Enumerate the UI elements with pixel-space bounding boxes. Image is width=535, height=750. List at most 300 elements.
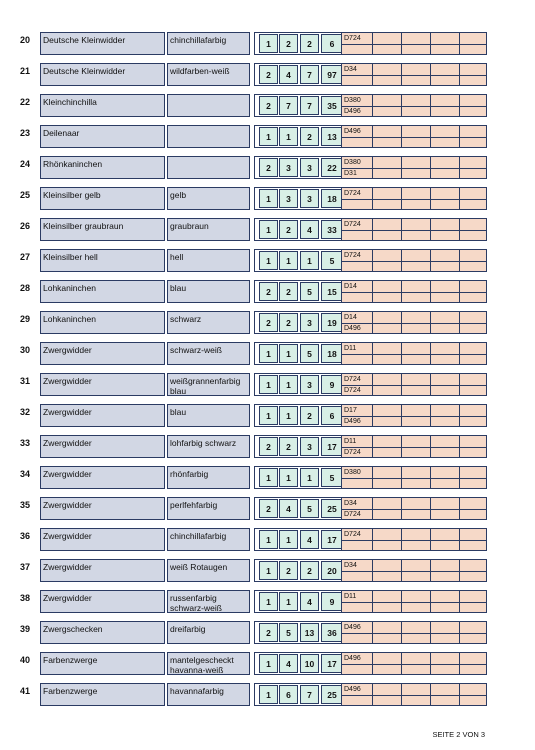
grid-line — [401, 312, 402, 333]
count-cell: 3 — [300, 158, 319, 177]
count-cell: 1 — [259, 127, 278, 146]
grid-line — [459, 157, 460, 178]
count-cell: 4 — [300, 530, 319, 549]
code-grid — [341, 218, 487, 241]
grid-line — [430, 622, 431, 643]
color-field: russenfarbig schwarz-weiß — [167, 590, 250, 613]
code-grid — [341, 342, 487, 365]
code-label: D724 — [344, 35, 361, 42]
count-cells — [254, 218, 348, 241]
grid-line — [401, 126, 402, 147]
grid-line — [401, 219, 402, 240]
color-field — [167, 125, 250, 148]
count-cell: 6 — [321, 406, 343, 425]
count-cell: 10 — [300, 654, 319, 673]
table-row — [10, 245, 490, 276]
code-grid — [341, 187, 487, 210]
grid-line — [430, 219, 431, 240]
grid-line — [459, 188, 460, 209]
grid-line — [459, 684, 460, 705]
color-field — [167, 94, 250, 117]
count-cell: 20 — [321, 561, 343, 580]
grid-line — [401, 374, 402, 395]
row-number: 33 — [20, 438, 31, 448]
grid-line — [401, 529, 402, 550]
table-row — [10, 524, 490, 555]
count-cell: 3 — [279, 189, 298, 208]
breed-field: Farbenzwerge — [40, 683, 165, 706]
count-cell: 1 — [279, 406, 298, 425]
count-cells — [254, 32, 348, 55]
grid-line — [372, 64, 373, 85]
grid-line — [401, 343, 402, 364]
grid-line — [459, 64, 460, 85]
count-cell: 4 — [300, 592, 319, 611]
count-cell: 2 — [300, 34, 319, 53]
grid-line — [430, 343, 431, 364]
code-grid — [341, 497, 487, 520]
count-cell: 9 — [321, 375, 343, 394]
grid-line — [401, 157, 402, 178]
grid-line — [372, 436, 373, 457]
count-cell: 1 — [259, 375, 278, 394]
code-label: D724 — [344, 190, 361, 197]
count-cell: 7 — [279, 96, 298, 115]
count-cells — [254, 528, 348, 551]
grid-line — [372, 467, 373, 488]
row-number: 29 — [20, 314, 31, 324]
row-number: 35 — [20, 500, 31, 510]
count-cell: 1 — [259, 189, 278, 208]
code-grid — [341, 435, 487, 458]
count-cell: 13 — [300, 623, 319, 642]
count-cell: 2 — [300, 406, 319, 425]
row-number: 23 — [20, 128, 31, 138]
grid-line — [430, 250, 431, 271]
breed-field: Lohkaninchen — [40, 311, 165, 334]
row-number: 37 — [20, 562, 31, 572]
grid-line — [401, 33, 402, 54]
code-grid — [341, 311, 487, 334]
count-cells — [254, 466, 348, 489]
code-grid — [341, 280, 487, 303]
code-label: D724 — [344, 531, 361, 538]
count-cells — [254, 125, 348, 148]
count-cell: 3 — [300, 375, 319, 394]
table-row — [10, 586, 490, 617]
count-cell: 3 — [300, 313, 319, 332]
count-cell: 7 — [300, 685, 319, 704]
table-row — [10, 90, 490, 121]
grid-line — [372, 250, 373, 271]
breed-field: Deutsche Kleinwidder — [40, 63, 165, 86]
count-cell: 33 — [321, 220, 343, 239]
code-label: D496 — [344, 108, 361, 115]
grid-line — [430, 529, 431, 550]
table-row — [10, 369, 490, 400]
code-grid — [341, 528, 487, 551]
grid-line — [372, 591, 373, 612]
row-number: 22 — [20, 97, 31, 107]
code-label: D17 — [344, 407, 357, 414]
grid-line — [430, 157, 431, 178]
grid-line — [342, 447, 486, 448]
count-cell: 17 — [321, 654, 343, 673]
code-label: D34 — [344, 562, 357, 569]
grid-line — [342, 168, 486, 169]
code-grid — [341, 652, 487, 675]
table-row — [10, 493, 490, 524]
breed-field: Kleinsilber gelb — [40, 187, 165, 210]
table-row — [10, 679, 490, 710]
color-field: schwarz — [167, 311, 250, 334]
breed-field: Zwergwidder — [40, 435, 165, 458]
code-grid — [341, 466, 487, 489]
color-field: hell — [167, 249, 250, 272]
code-label: D724 — [344, 252, 361, 259]
count-cell: 1 — [300, 468, 319, 487]
row-number: 20 — [20, 35, 31, 45]
grid-line — [459, 126, 460, 147]
count-cells — [254, 187, 348, 210]
color-field: wildfarben-weiß — [167, 63, 250, 86]
breed-field: Kleinchinchilla — [40, 94, 165, 117]
code-label: D496 — [344, 686, 361, 693]
count-cell: 2 — [259, 623, 278, 642]
color-field: perlfehfarbig — [167, 497, 250, 520]
color-field: chinchillafarbig — [167, 32, 250, 55]
breed-field: Lohkaninchen — [40, 280, 165, 303]
grid-line — [372, 560, 373, 581]
count-cell: 5 — [321, 251, 343, 270]
row-number: 30 — [20, 345, 31, 355]
count-cell: 1 — [259, 561, 278, 580]
grid-line — [342, 540, 486, 541]
code-label: D14 — [344, 283, 357, 290]
count-cell: 1 — [279, 375, 298, 394]
count-cell: 25 — [321, 685, 343, 704]
grid-line — [372, 126, 373, 147]
code-label: D380 — [344, 97, 361, 104]
count-cells — [254, 249, 348, 272]
table — [10, 28, 490, 710]
row-number: 32 — [20, 407, 31, 417]
grid-line — [459, 591, 460, 612]
code-grid — [341, 559, 487, 582]
table-row — [10, 431, 490, 462]
grid-line — [401, 653, 402, 674]
count-cell: 2 — [279, 313, 298, 332]
grid-line — [342, 44, 486, 45]
grid-line — [430, 312, 431, 333]
count-cell: 15 — [321, 282, 343, 301]
count-cell: 2 — [259, 499, 278, 518]
grid-line — [401, 95, 402, 116]
code-grid — [341, 373, 487, 396]
count-cell: 7 — [300, 96, 319, 115]
grid-line — [342, 571, 486, 572]
breed-field: Zwergwidder — [40, 404, 165, 427]
grid-line — [430, 653, 431, 674]
count-cells — [254, 342, 348, 365]
breed-field: Zwergwidder — [40, 466, 165, 489]
count-cell: 1 — [279, 530, 298, 549]
row-number: 40 — [20, 655, 31, 665]
count-cell: 1 — [279, 344, 298, 363]
count-cell: 1 — [259, 654, 278, 673]
count-cell: 1 — [300, 251, 319, 270]
count-cell: 2 — [259, 158, 278, 177]
count-cell: 1 — [259, 344, 278, 363]
row-number: 27 — [20, 252, 31, 262]
code-label: D724 — [344, 511, 361, 518]
grid-line — [430, 684, 431, 705]
grid-line — [401, 188, 402, 209]
grid-line — [430, 95, 431, 116]
table-row — [10, 400, 490, 431]
count-cells — [254, 311, 348, 334]
grid-line — [459, 529, 460, 550]
count-cell: 97 — [321, 65, 343, 84]
table-row — [10, 276, 490, 307]
count-cell: 3 — [279, 158, 298, 177]
count-cell: 22 — [321, 158, 343, 177]
grid-line — [430, 436, 431, 457]
count-cells — [254, 683, 348, 706]
grid-line — [401, 498, 402, 519]
color-field: graubraun — [167, 218, 250, 241]
code-label: D11 — [344, 438, 357, 445]
grid-line — [372, 33, 373, 54]
grid-line — [342, 509, 486, 510]
grid-line — [372, 343, 373, 364]
grid-line — [401, 467, 402, 488]
count-cell: 2 — [259, 65, 278, 84]
count-cells — [254, 404, 348, 427]
grid-line — [459, 219, 460, 240]
code-label: D724 — [344, 376, 361, 383]
grid-line — [342, 602, 486, 603]
count-cell: 1 — [259, 685, 278, 704]
grid-line — [430, 126, 431, 147]
count-cell: 4 — [279, 499, 298, 518]
grid-line — [372, 653, 373, 674]
grid-line — [342, 354, 486, 355]
count-cells — [254, 590, 348, 613]
grid-line — [459, 33, 460, 54]
count-cell: 5 — [321, 468, 343, 487]
row-number: 21 — [20, 66, 31, 76]
breed-field: Zwergschecken — [40, 621, 165, 644]
grid-line — [459, 250, 460, 271]
count-cell: 35 — [321, 96, 343, 115]
count-cell: 19 — [321, 313, 343, 332]
table-row — [10, 121, 490, 152]
count-cell: 6 — [321, 34, 343, 53]
table-row — [10, 462, 490, 493]
grid-line — [459, 560, 460, 581]
count-cell: 2 — [259, 313, 278, 332]
count-cell: 17 — [321, 437, 343, 456]
breed-field: Zwergwidder — [40, 342, 165, 365]
color-field: weißgrannenfarbig blau — [167, 373, 250, 396]
count-cell: 1 — [259, 251, 278, 270]
grid-line — [372, 529, 373, 550]
grid-line — [401, 250, 402, 271]
grid-line — [372, 281, 373, 302]
grid-line — [430, 405, 431, 426]
breed-field: Zwergwidder — [40, 528, 165, 551]
code-grid — [341, 125, 487, 148]
grid-line — [342, 106, 486, 107]
count-cell: 3 — [300, 189, 319, 208]
grid-line — [430, 591, 431, 612]
breed-field: Deutsche Kleinwidder — [40, 32, 165, 55]
code-label: D31 — [344, 170, 357, 177]
count-cell: 36 — [321, 623, 343, 642]
code-label: D34 — [344, 66, 357, 73]
color-field: weiß Rotaugen — [167, 559, 250, 582]
count-cell: 4 — [279, 65, 298, 84]
code-label: D724 — [344, 449, 361, 456]
code-grid — [341, 621, 487, 644]
count-cell: 2 — [259, 96, 278, 115]
code-label: D496 — [344, 128, 361, 135]
grid-line — [459, 653, 460, 674]
count-cells — [254, 559, 348, 582]
breed-field: Zwergwidder — [40, 559, 165, 582]
code-label: D496 — [344, 418, 361, 425]
code-label: D724 — [344, 387, 361, 394]
code-grid — [341, 156, 487, 179]
grid-line — [401, 436, 402, 457]
table-row — [10, 648, 490, 679]
breed-field: Farbenzwerge — [40, 652, 165, 675]
count-cell: 2 — [259, 437, 278, 456]
grid-line — [372, 405, 373, 426]
count-cells — [254, 63, 348, 86]
code-label: D14 — [344, 314, 357, 321]
table-row — [10, 183, 490, 214]
row-number: 28 — [20, 283, 31, 293]
grid-line — [372, 622, 373, 643]
row-number: 25 — [20, 190, 31, 200]
row-number: 39 — [20, 624, 31, 634]
color-field: blau — [167, 280, 250, 303]
count-cell: 7 — [300, 65, 319, 84]
grid-line — [430, 188, 431, 209]
grid-line — [401, 281, 402, 302]
color-field: gelb — [167, 187, 250, 210]
grid-line — [459, 374, 460, 395]
grid-line — [401, 64, 402, 85]
count-cell: 2 — [279, 561, 298, 580]
code-label: D34 — [344, 500, 357, 507]
code-grid — [341, 94, 487, 117]
color-field: chinchillafarbig — [167, 528, 250, 551]
grid-line — [401, 591, 402, 612]
color-field — [167, 156, 250, 179]
grid-line — [459, 436, 460, 457]
grid-line — [342, 199, 486, 200]
grid-line — [342, 664, 486, 665]
grid-line — [459, 467, 460, 488]
count-cell: 2 — [279, 282, 298, 301]
code-label: D496 — [344, 655, 361, 662]
grid-line — [342, 292, 486, 293]
breed-field: Rhönkaninchen — [40, 156, 165, 179]
count-cells — [254, 435, 348, 458]
grid-line — [342, 137, 486, 138]
grid-line — [401, 622, 402, 643]
table-row — [10, 59, 490, 90]
count-cell: 1 — [259, 34, 278, 53]
count-cell: 9 — [321, 592, 343, 611]
breed-field: Kleinsilber graubraun — [40, 218, 165, 241]
count-cell: 13 — [321, 127, 343, 146]
color-field: schwarz-weiß — [167, 342, 250, 365]
page-footer: SEITE 2 VON 3 — [432, 730, 485, 739]
table-row — [10, 555, 490, 586]
grid-line — [372, 188, 373, 209]
count-cell: 2 — [279, 220, 298, 239]
count-cell: 5 — [279, 623, 298, 642]
grid-line — [430, 64, 431, 85]
count-cells — [254, 621, 348, 644]
color-field: havannafarbig — [167, 683, 250, 706]
breed-field: Zwergwidder — [40, 497, 165, 520]
breed-field: Zwergwidder — [40, 590, 165, 613]
count-cell: 4 — [300, 220, 319, 239]
grid-line — [372, 95, 373, 116]
grid-line — [401, 684, 402, 705]
grid-line — [430, 374, 431, 395]
count-cell: 2 — [259, 282, 278, 301]
grid-line — [459, 312, 460, 333]
grid-line — [430, 33, 431, 54]
count-cells — [254, 373, 348, 396]
code-label: D380 — [344, 159, 361, 166]
row-number: 26 — [20, 221, 31, 231]
count-cell: 1 — [259, 406, 278, 425]
count-cell: 2 — [279, 34, 298, 53]
row-number: 24 — [20, 159, 31, 169]
grid-line — [459, 622, 460, 643]
code-grid — [341, 683, 487, 706]
count-cells — [254, 497, 348, 520]
grid-line — [459, 405, 460, 426]
color-field: lohfarbig schwarz — [167, 435, 250, 458]
color-field: blau — [167, 404, 250, 427]
table-row — [10, 214, 490, 245]
count-cell: 17 — [321, 530, 343, 549]
code-grid — [341, 590, 487, 613]
grid-line — [430, 467, 431, 488]
grid-line — [401, 405, 402, 426]
grid-line — [430, 281, 431, 302]
code-label: D496 — [344, 325, 361, 332]
row-number: 41 — [20, 686, 31, 696]
count-cell: 4 — [279, 654, 298, 673]
count-cell: 3 — [300, 437, 319, 456]
table-row — [10, 152, 490, 183]
breed-field: Zwergwidder — [40, 373, 165, 396]
grid-line — [372, 374, 373, 395]
count-cells — [254, 280, 348, 303]
code-label: D496 — [344, 624, 361, 631]
code-label: D724 — [344, 221, 361, 228]
count-cell: 6 — [279, 685, 298, 704]
